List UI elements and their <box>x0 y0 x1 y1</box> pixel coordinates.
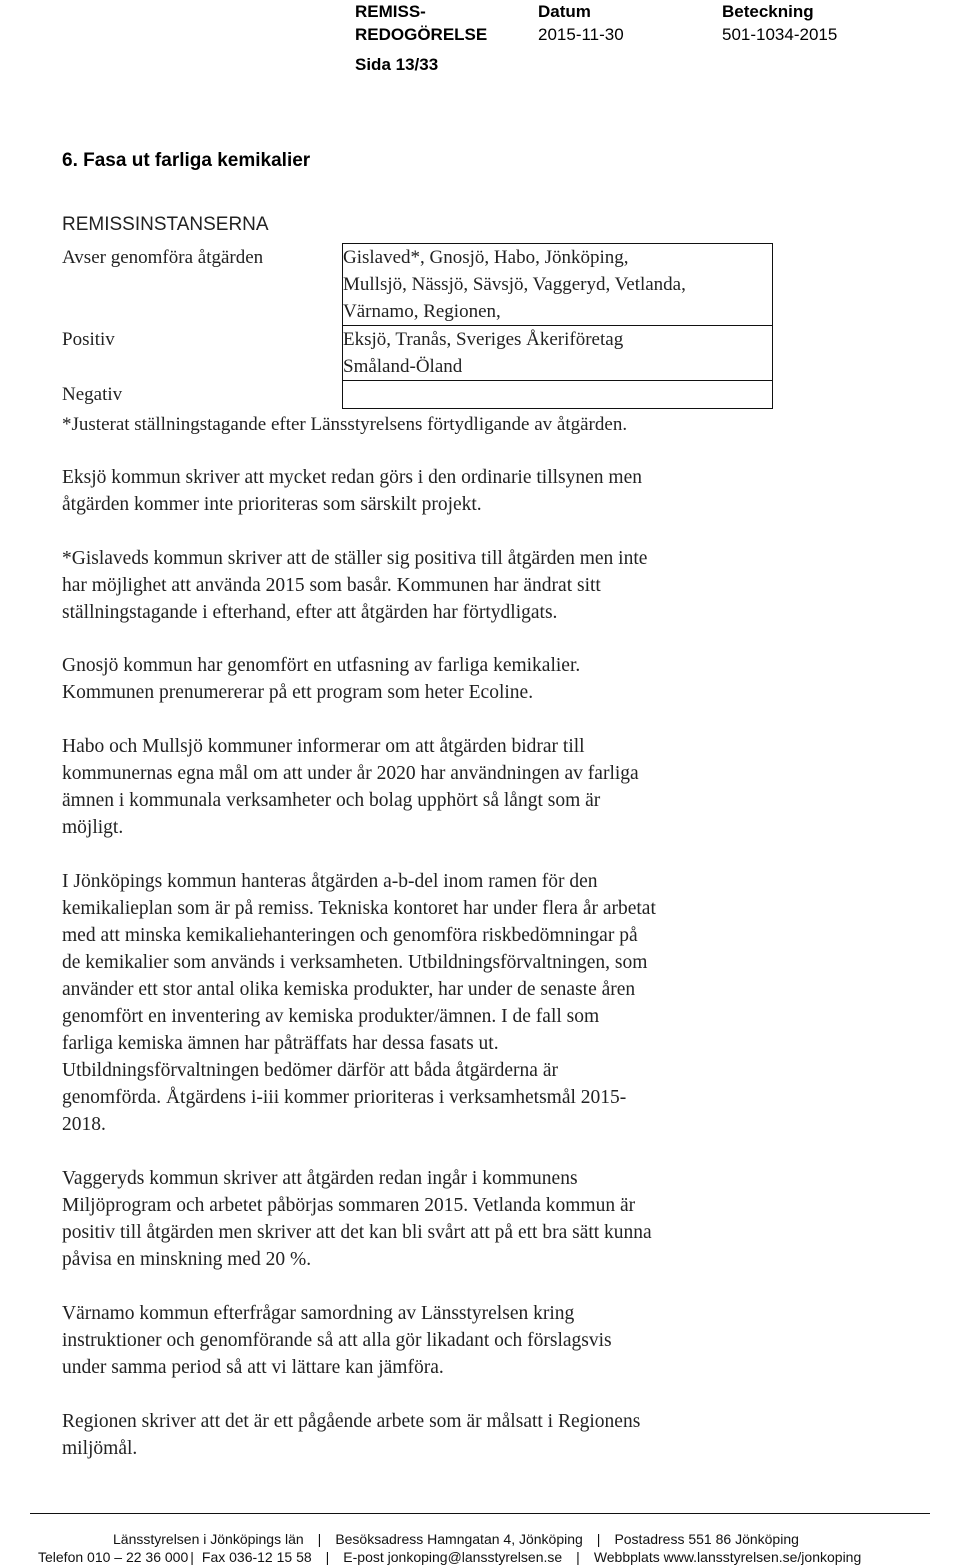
footer-email[interactable]: E-post jonkoping@lansstyrelsen.se <box>343 1549 563 1565</box>
adjusted-note: *Justerat ställningstagande efter Länsstyrelsens förtydligande av åtgärden. <box>62 414 628 435</box>
text-line: under samma period så att vi lättare kan jämföra. <box>62 1357 444 1378</box>
page-number: Sida 13/33 <box>355 55 439 74</box>
text-line: Gnosjö kommun har genomfört en utfasning av farliga kemikalier. <box>62 655 581 676</box>
row-value-negative <box>343 381 773 409</box>
footer-postal-address: Postadress 551 86 Jönköping <box>614 1531 799 1547</box>
table-row <box>62 381 773 409</box>
text-line: använder ett stor antal olika kemiska produkter, har under de senaste åren <box>62 979 636 1000</box>
text-line: åtgärden kommer inte prioriteras som särskilt projekt. <box>62 494 482 515</box>
footer-phone: Telefon 010 – 22 36 000 <box>38 1549 189 1565</box>
footer-fax: Fax 036-12 15 58 <box>201 1549 312 1565</box>
text-line: med att minska kemikaliehanteringen och genomföra riskbedömningar på <box>62 925 638 946</box>
text-line: 2018. <box>62 1114 106 1135</box>
footer-website[interactable]: Webbplats www.lansstyrelsen.se/jonkoping <box>593 1549 862 1565</box>
footer-org: Länsstyrelsen i Jönköpings län <box>113 1531 304 1547</box>
text-line: Kommunen prenumererar på ett program som heter Ecoline. <box>62 682 534 703</box>
paragraph-varnamo <box>62 1300 777 1381</box>
doc-type <box>355 0 487 46</box>
text-line: farliga kemiska ämnen har påträffats har dessa fasats ut. <box>62 1033 499 1054</box>
paragraph-eksjo <box>62 464 777 518</box>
text-line: Regionen skriver att det är ett pågående arbete som är målsatt i Regionens <box>62 1411 641 1432</box>
reference-block <box>722 0 837 46</box>
section-title: 6. Fasa ut farliga kemikalier <box>62 150 311 171</box>
row-value-implement <box>343 244 773 326</box>
remiss-heading: REMISSINSTANSERNA <box>62 214 269 235</box>
text-line: Habo och Mullsjö kommuner informerar om att åtgärden bidrar till <box>62 736 585 757</box>
paragraph-regionen <box>62 1408 777 1462</box>
text-line: Utbildningsförvaltningen bedömer därför att båda åtgärderna är <box>62 1060 558 1081</box>
doc-type-line1: REMISS- <box>355 2 426 21</box>
table-row <box>62 326 773 381</box>
text-line: genomfört en inventering av kemiska produkter/ämnen. I de fall som <box>62 1006 600 1027</box>
text-line: miljömål. <box>62 1438 138 1459</box>
reference-value: 501-1034-2015 <box>722 25 838 44</box>
text-line: Eksjö kommun skriver att mycket redan görs i den ordinarie tillsynen men <box>62 467 642 488</box>
date-value: 2015-11-30 <box>538 25 624 44</box>
text-line: ställningstagande i efterhand, efter att åtgärden har förtydligats. <box>62 602 558 623</box>
text-line: kemikalieplan som är på remiss. Tekniska kontoret har under flera år arbetat <box>62 898 656 919</box>
date-label: Datum <box>538 2 591 21</box>
row-label-positive: Positiv <box>62 328 115 350</box>
row-value-line: Småland-Öland <box>343 356 463 377</box>
text-line: ämnen i kommunala verksamheter och bolag upphört så långt som är <box>62 790 601 811</box>
text-line: Vaggeryds kommun skriver att åtgärden redan ingår i kommunens <box>62 1168 578 1189</box>
footer-visit-address: Besöksadress Hamngatan 4, Jönköping <box>335 1531 583 1547</box>
text-line: kommunernas egna mål om att under år 2020 har användningen av farliga <box>62 763 639 784</box>
row-value-positive <box>343 326 773 381</box>
text-line: I Jönköpings kommun hanteras åtgärden a-b-del inom ramen för den <box>62 871 598 892</box>
footer-line-1: Länsstyrelsen i Jönköpings län | Besöksadress Hamngatan 4, Jönköping | Postadress 551 86 Jönköping <box>113 1531 799 1547</box>
date-block <box>538 0 624 46</box>
paragraph-vaggeryd-vetlanda <box>62 1165 777 1273</box>
paragraph-habo-mullsjo <box>62 733 777 841</box>
text-line: har möjlighet att använda 2015 som basår. Kommunen har ändrat sitt <box>62 575 601 596</box>
text-line: Värnamo kommun efterfrågar samordning av Länsstyrelsen kring <box>62 1303 575 1324</box>
reference-label: Beteckning <box>722 2 814 21</box>
text-line: Miljöprogram och arbetet påbörjas sommaren 2015. Vetlanda kommun är <box>62 1195 636 1216</box>
paragraph-gislaved <box>62 545 777 626</box>
paragraph-jonkoping <box>62 868 777 1138</box>
text-line: de kemikalier som används i verksamheten. Utbildningsförvaltningen, som <box>62 952 648 973</box>
doc-type-line2: REDOGÖRELSE <box>355 25 488 44</box>
row-value-line: Eksjö, Tranås, Sveriges Åkeriföretag <box>343 329 624 350</box>
footer-divider <box>30 1513 930 1514</box>
text-line: möjligt. <box>62 817 124 838</box>
response-table <box>62 243 773 409</box>
text-line: *Gislaveds kommun skriver att de ställer sig positiva till åtgärden men inte <box>62 548 648 569</box>
text-line: positiv till åtgärden men skriver att det kan bli svårt att på ett bra sätt kunna <box>62 1222 652 1243</box>
row-value-line: Gislaved*, Gnosjö, Habo, Jönköping, <box>343 247 629 268</box>
text-line: genomförda. Åtgärdens i-iii kommer prioriteras i verksamhetsmål 2015- <box>62 1087 627 1108</box>
row-label-negative: Negativ <box>62 383 123 405</box>
paragraph-gnosjo <box>62 652 777 706</box>
row-label-implement: Avser genomföra åtgärden <box>62 246 264 268</box>
text-line: instruktioner och genomförande så att alla gör likadant och förslagsvis <box>62 1330 612 1351</box>
table-row <box>62 244 773 326</box>
row-value-line: Mullsjö, Nässjö, Sävsjö, Vaggeryd, Vetlanda, <box>343 274 686 295</box>
text-line: påvisa en minskning med 20 %. <box>62 1249 312 1270</box>
row-value-line: Värnamo, Regionen, <box>343 301 501 322</box>
footer-line-2: Telefon 010 – 22 36 000 | Fax 036-12 15 58 | E-post jonkoping@lansstyrelsen.se | Webbplats www.lansstyrelsen.se/jonkoping <box>38 1549 862 1565</box>
